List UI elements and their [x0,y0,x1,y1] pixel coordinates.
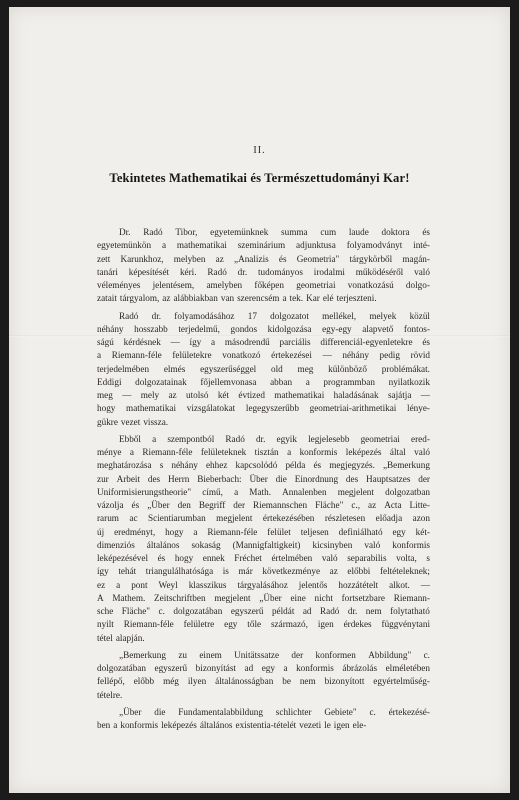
paragraph-line: ben a konformis leképezés általános existentia-tételét vezeti le igen ele- [97,720,367,730]
paragraph [97,310,430,429]
paragraph-line: ménye a Riemann-féle felületeknek tisztán a konformis leképezés által való [97,447,430,457]
paragraph-line: véleményes jelentésem, amelyben főképen geometriai vonatkozású dolgo- [97,280,430,290]
paragraph-line: meghatározása s néhány ehhez kapcsolódó példa és megjegyzés. „Bemerkung [97,460,430,471]
paragraph [97,649,430,702]
paragraph-line: hogy mathematikai vizsgálatokat legegyszerűbb geometriai-arithmetikai lénye- [97,403,430,414]
paragraph [97,226,430,306]
paragraph-line: dolgozatában egyszerű bizonyítást ad egy a konformis ábrázolás elméletében [97,663,430,673]
paragraph-line: leképezésével és hogy ennek Fréchet értelmében való separabilis volta, s [97,553,430,563]
document-page [9,7,510,793]
paragraph-line: Dr. Radó Tibor, egyetemünknek summa cum laude doktora és [119,227,430,237]
paragraph-line: egyetemünkön a mathematikai szeminárium adjunktusa folyamodványt inté- [97,240,430,251]
paragraph-line: Uniformisierungstheorie" című, a Math. Annalenben megjelent dolgozatban [97,486,430,497]
paragraph-line: „Über die Fundamentalabbildung schlichter Gebiete" c. értekezésé- [119,706,430,717]
paragraph-line: rarum ac Scientiarumban megjelent értekezésében részletesen előadja azon [97,513,430,524]
paragraph-line: ságú kérdésnek — így a másodrendű parciális differenciál-egyenletekre és [97,337,430,347]
paragraph-line: vázolja és „Über den Begriff der Riemannschen Fläche" c., az Acta Litte- [97,500,430,510]
paragraph-line: néhány hosszabb terjedelmű, gondos kidolgozása egy-egy alapvető fontos- [97,323,430,334]
paragraph-line: sche Fläche" c. dolgozatában egyszerű példát ad Radó dr. nem folytatható [97,606,430,616]
paragraph-line: új eredményt, hogy a Riemann-féle felület teljesen definiálható egy két- [97,526,430,537]
paragraph-line: tanári képesítését kéri. Radó dr. tudományos irodalmi működéséről való [97,266,430,277]
paragraph [97,706,430,733]
paragraph-line: dimenziós általános sokaság (Mannigfaltigkeit) kicsinyben való konformis [97,539,430,550]
paragraph-line: „Bemerkung zu einem Unitätssatze der konformen Abbildung" c. [119,649,430,660]
paragraph-line: gükre vezet vissza. [97,416,169,427]
paragraph-line: terjedelmében elmés egyszerűséggel old meg különböző problémákat. [97,363,430,374]
paragraph-line: fellépő, előbb még ilyen általánosságban be nem bizonyított egyértelműség- [97,676,430,687]
paragraph-line: nyilt Riemann-féle felületre egy tőle származó, igen érdekes függvénytani [97,619,430,630]
paragraph [97,433,430,645]
paragraph-line: zur Arbeit des Herrn Bieberbach: Über die Einordnung des Hauptsatzes der [97,473,430,484]
paragraph-line: így tehát triangulálhatósága is már következménye az előbbi feltételeknek; [97,566,430,577]
paragraph-line: zatait tárgyalom, az alábbiakban van szerencsém a tek. Kar elé terjeszteni. [97,293,377,304]
paragraph-line: A Mathem. Zeitschriftben megjelent „Über eine nicht fortsetzbare Riemann- [97,592,430,603]
paragraph-line: tételre. [97,689,123,700]
paragraph-line: meg — mely az utolsó két évtized mathematikai haladásának sajátja — [97,390,430,400]
paragraph-line: Eddigi dolgozatainak főjellemvonasa abban a programmban nyilatkozik [97,376,430,387]
paragraph-line: ez a pont Weyl klasszikus tárgyalásához jelentős hozzátételt alkot. — [97,579,430,590]
document-body [97,226,430,732]
paragraph-line: zett Karunkhoz, melyben az „Analizis és Geometria" tárgykörből magán- [97,253,430,264]
section-number: II. [253,145,266,156]
paragraph-line: tétel alapján. [97,632,145,643]
document-title: Tekintetes Mathematikai és Természettudományi Kar! [109,171,410,185]
paragraph-line: Ebből a szempontból Radó dr. egyik legjelesebb geometriai ered- [119,433,430,444]
paragraph-line: Radó dr. folyamodásához 17 dolgozatot mellékel, melyek közül [119,310,430,321]
paragraph-line: a Riemann-féle felületekre vonatkozó értekezései — néhány pedig rövid [97,350,430,361]
